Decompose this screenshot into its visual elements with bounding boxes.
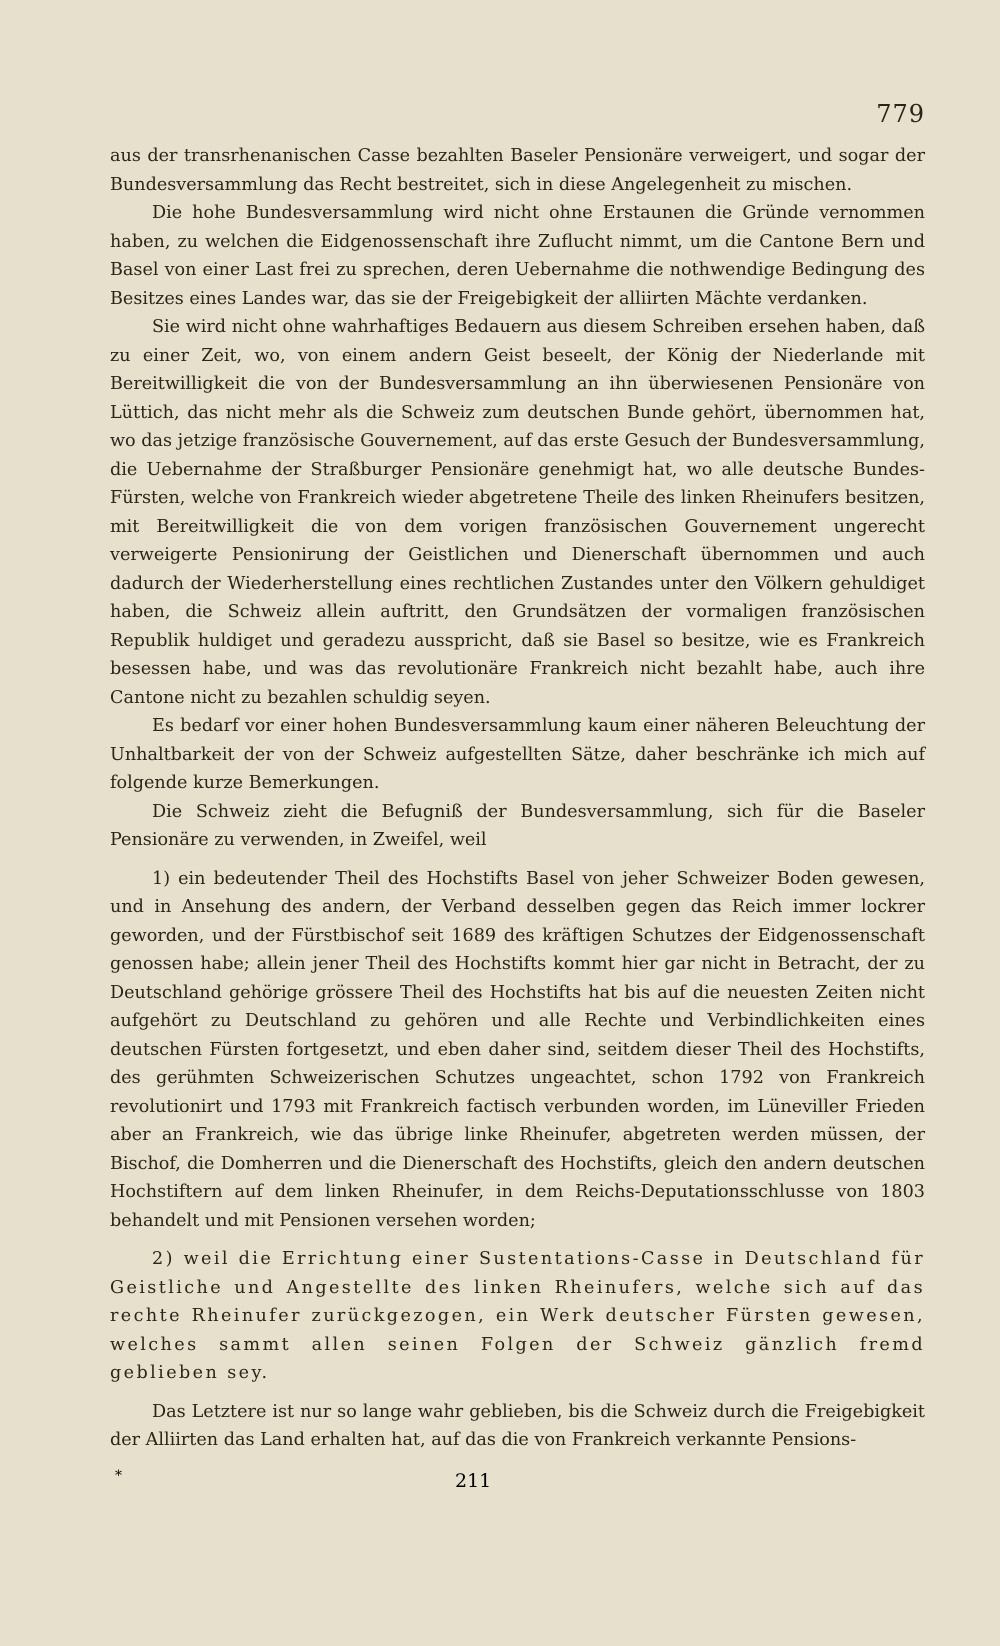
paragraph-point-2: 2) weil die Errichtung einer Sustentations-Casse in Deutschland für Geistliche und Angestellte des linken Rheinufers, welche sich auf das rechte Rheinufer zurückgezogen, ein Werk deutscher Fürsten gewesen, welches sammt allen seinen Folgen der Schweiz gänzlich fremd geblieben sey. (110, 1249, 925, 1383)
paragraph-5: Die Schweiz zieht die Befugniß der Bundesversammlung, sich für die Baseler Pensionäre zu verwenden, in Zweifel, weil (110, 801, 925, 850)
body-text (110, 142, 925, 1455)
page-number: 779 (876, 100, 925, 128)
spacer (110, 1235, 925, 1245)
paragraph-2: Die hohe Bundesversammlung wird nicht ohne Erstaunen die Gründe vernommen haben, zu welchen die Eidgenossenschaft ihre Zuflucht nimmt, um die Cantone Bern und Basel von einer Last frei zu sprechen, deren Uebernahme die nothwendige Bedingung des Besitzes eines Landes war, das sie der Freigebigkeit der alliirten Mächte verdanken. (110, 203, 925, 309)
spacer (110, 855, 925, 865)
paragraph-3: Sie wird nicht ohne wahrhaftiges Bedauern aus diesem Schreiben ersehen haben, daß zu einer Zeit, wo, von einem andern Geist beseelt, der König der Niederlande mit Bereitwilligkeit die von der Bundesversammlung an ihn überwiesenen Pensionäre von Lüttich, das nicht mehr als die Schweiz zum deutschen Bunde gehört, übernommen hat, wo das jetzige französische Gouvernement, auf das erste Gesuch der Bundesversammlung, die Uebernahme der Straßburger Pensionäre genehmigt hat, wo alle deutsche Bundes-Fürsten, welche von Frankreich wieder abgetretene Theile des linken Rheinufers besitzen, mit Bereitwilligkeit die von dem vorigen französischen Gouvernement ungerecht verweigerte Pensionirung der Geistlichen und Dienerschaft übernommen und auch dadurch der Wiederherstellung eines rechtlichen Zustandes unter den Völkern gehuldiget haben, die Schweiz allein auftritt, den Grundsätzen der vormaligen französischen Republik huldiget und geradezu ausspricht, daß sie Basel so besitze, wie es Frankreich besessen habe, und was das revolutionäre Frankreich nicht bezahlt habe, auch ihre Cantone nicht zu bezahlen schuldig seyen. (110, 317, 925, 708)
footnote-mark: * (115, 1468, 122, 1484)
paragraph-1: aus der transrhenanischen Casse bezahlten Baseler Pensionäre verweigert, und sogar der Bundesversammlung das Recht bestreitet, sich in diese Angelegenheit zu mischen. (110, 146, 925, 195)
printer-signature: 211 (455, 1470, 492, 1492)
paragraph-4: Es bedarf vor einer hohen Bundesversammlung kaum einer näheren Beleuchtung der Unhaltbarkeit der von der Schweiz aufgestellten Sätze, daher beschränke ich mich auf folgende kurze Bemerkungen. (110, 716, 925, 793)
paragraph-point-1: 1) ein bedeutender Theil des Hochstifts Basel von jeher Schweizer Boden gewesen, und in Ansehung des andern, der Verband desselben gegen das Reich immer lockrer geworden, und der Fürstbischof seit 1689 des kräftigen Schutzes der Eidgenossenschaft genossen habe; allein jener Theil des Hochstifts kommt hier gar nicht in Betracht, der zu Deutschland gehörige grössere Theil des Hochstifts hat bis auf die neuesten Zeiten nicht aufgehört zu Deutschland zu gehören und alle Rechte und Verbindlichkeiten eines deutschen Fürsten fortgesetzt, und eben daher sind, seitdem dieser Theil des Hochstifts, des gerühmten Schweizerischen Schutzes ungeachtet, schon 1792 von Frankreich revolutionirt und 1793 mit Frankreich factisch verbunden worden, im Lüneviller Frieden aber an Frankreich, wie das übrige linke Rheinufer, abgetreten werden müssen, der Bischof, die Domherren und die Dienerschaft des Hochstifts, gleich den andern deutschen Hochstiftern auf dem linken Rheinufer, in dem Reichs-Deputationsschlusse von 1803 behandelt und mit Pensionen versehen worden; (110, 868, 925, 1231)
spacer (110, 1388, 925, 1398)
paragraph-8: Das Letztere ist nur so lange wahr geblieben, bis die Schweiz durch die Freigebigkeit der Alliirten das Land erhalten hat, auf das die von Frankreich verkannte Pensions- (110, 1401, 925, 1450)
